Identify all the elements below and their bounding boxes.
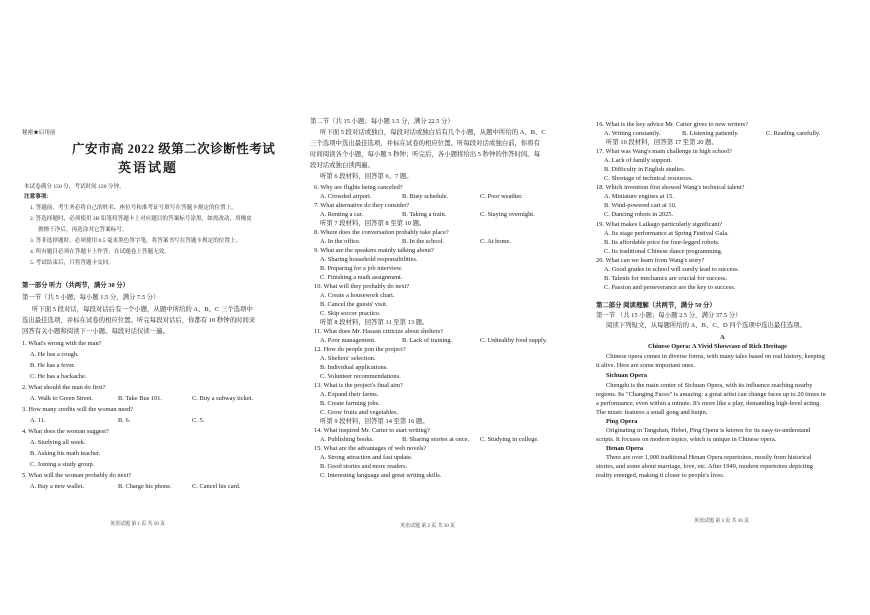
part2-section1-heading: 第一节 （共 15 小题；每小题 2.5 分，满分 37.5 分） [596,312,742,319]
question-18: 18. Which invention first showed Wang's technical talent? [596,184,745,191]
question-20: 20. What can we learn from Wang's story? [596,257,705,264]
option: C. 5. [192,417,205,424]
passage-text: it alive. Here are some important ones. [596,362,696,369]
option: A. Renting a car. [320,211,364,218]
option: A. He has a cough. [30,351,79,358]
option: B. Lack of training. [402,337,453,344]
part2-instructions: 阅读下列短文，从每题所给的 A、B、C、D 四个选项中选出最佳选项。 [606,322,806,329]
section2-instructions: 时间阅读各个小题，每小题 5 秒钟；听完后，各小题将给出 5 秒钟的作答时间。每 [310,151,541,158]
option: C. He has a backache. [30,373,87,380]
passage-text: regions. Its "Changing Faces" is amazing: a great artist can change faces up to 20 times in [596,391,826,398]
passage-text: Chinese opera comes in diverse forms, with many tales based on real history, keeping [606,353,825,360]
option: A. Writing constantly. [604,130,661,137]
option: C. Dancing robots in 2025. [604,211,674,218]
option: B. Charge his phone. [118,483,172,490]
question-10: 10. What will they probably do next? [314,283,410,290]
section2-instructions: 三个选项中选出最佳选项，并标在试卷的相应位置。听每段对话或独白前，你将有 [310,140,541,147]
option: A. Expand their farms. [320,391,379,398]
option: B. Individual applications. [320,364,388,371]
option: A. Strong attraction and fast update. [320,454,413,461]
page-footer: 英语试题 第 3 页 共 10 页 [694,519,750,524]
option: C. Shortage of technical resources. [604,175,694,182]
option: A. Walk to Green Street. [30,395,93,402]
option: B. Busy schedule. [402,193,449,200]
option: A. Sharing household responsibilities. [320,256,418,263]
option: C. Skip soccer practice. [320,310,381,317]
note-item: 1. 答题前，考生务必将自己的姓名、座位号和准考证号填写在答题卡规定的位置上。 [30,205,237,211]
section1-instructions: 选出最佳选项，并标在试卷的相应位置。听完每段对话后，你都有 10 秒钟的时间来 [22,317,256,324]
exam-subject-title: 英语试题 [118,160,179,175]
page-footer: 英语试题 第 2 页 共 10 页 [400,524,456,529]
material-label: 听第 10 段材料，回答第 17 至第 20 题。 [606,139,718,146]
passage-text: reality emerged, making it closer to people's lives. [596,472,725,479]
question-7: 7. What alternative do they consider? [314,202,410,209]
note-item: 3. 答非选择题时，必须使用 0.5 毫米黑色签字笔，将答案书写在答题卡规定的位置上。 [30,238,242,244]
option: C. Interesting language and great writing skills. [320,472,442,479]
option: B. Preparing for a job interview. [320,265,403,272]
subheading: Sichuan Opera [606,372,648,379]
passage-text: The music features a small gong and huqin. [596,409,708,416]
option: A. Shelters' selection. [320,355,376,362]
subheading: Ping Opera [606,418,638,425]
question-13: 13. What is the project's final aim? [314,382,403,389]
secret-label: 秘密★启用前 [22,130,56,136]
option: B. Talents for mechanics are crucial for success. [604,275,728,282]
option: B. Its affordable price for four-legged robots. [604,239,720,246]
passage-text: scripts. It focuses on modern topics, which is unique in Chinese opera. [596,436,777,443]
option: A. Studying all week. [30,439,86,446]
option: A. Good grades in school will surely lead to success. [604,266,740,273]
option: C. Staying overnight. [480,211,535,218]
question-9: 9. What are the speakers mainly talking about? [314,247,434,254]
option: A. 11. [30,417,46,424]
option: B. Difficulty in English studies. [604,166,686,173]
option: B. Good stories and more readers. [320,463,408,470]
passage-text: a performance, even within a minute. It's more like a play, demanding high-level acting. [596,400,821,407]
option: B. In the school. [402,238,445,245]
section2-instructions: 听下面 5 段对话或独白，每段对话或独白后有几个小题，从题中所给的 A、B、C [320,129,546,136]
option: C. Buy a subway ticket. [192,395,254,402]
note-item: 4. 所有题目必须在答题卡上作答，在试题卷上答题无效。 [30,249,170,255]
question-1: 1. What's wrong with the man? [22,340,102,347]
middle-page [300,0,590,615]
material-label: 听第 8 段材料，回答第 11 至第 13 题。 [320,319,429,326]
option: C. Studying in college. [480,436,539,443]
material-label: 听第 7 段材料，回答第 8 至第 10 题。 [320,220,426,227]
option: C. Unhealthy food supply. [480,337,548,344]
option: A. Buy a new wallet. [30,483,84,490]
option: B. He has a fever. [30,362,76,369]
note-item: 擦擦干净后，再选涂其它答案标号。 [38,227,128,233]
option: A. In the office. [320,238,361,245]
note-item: 5. 考试结束后，只将答题卡交回。 [30,260,114,266]
option: B. Sharing stories at once. [402,436,470,443]
option: B. Take Bus 101. [118,395,162,402]
right-page [590,0,870,615]
option: A. Poor management. [320,337,376,344]
option: B. Listening patiently. [682,130,739,137]
option: A. Publishing books. [320,436,374,443]
passage-text: Chengdu is the main center of Sichuan Opera, with its influence reaching nearby [606,382,813,389]
question-11: 11. What does Mr. Hassan criticize about shelters? [314,328,444,335]
subheading: Henan Opera [606,445,644,452]
option: C. At home. [480,238,511,245]
passage-text: Originating in Tangshan, Hebei, Ping Opera is known for its easy-to-understand [606,427,811,434]
section1-instructions: 回答有关小题和阅读下一小题。每段对话仅读一遍。 [22,328,169,335]
option: A. Crowded airport. [320,193,372,200]
question-3: 3. How many credits will the woman need? [22,406,134,413]
passage-text: stories, and some about marriage, love, etc. After 1949, modern repertoires depicting [596,463,813,470]
question-2: 2. What should the man do first? [22,384,106,391]
option: A. Create a housework chart. [320,292,395,299]
note-item: 2. 答选择题时，必须使用 2B 铅笔将答题卡上对应题目的答案标号涂黑，如需改动，用橡皮 [30,216,252,222]
material-label: 听第 9 段材料，回答第 14 至第 16 题。 [320,418,429,425]
section2-instructions: 段对话或独白读两遍。 [310,162,374,169]
exam-title: 广安市高 2022 级第二次诊断性考试 [72,142,276,156]
question-14: 14. What inspired Mr. Carter to start writing? [314,427,430,434]
option: C. Finishing a math assignment. [320,274,403,281]
passage-text: There are over 1,000 traditional Henan Opera repertoires, mostly from historical [606,454,812,461]
section1-heading: 第一节（共 5 小题；每小题 1.5 分，满分 7.5 分） [22,294,160,301]
question-5: 5. What will the woman probably do next? [22,472,132,479]
part2-heading: 第二部分 阅读理解（共两节，满分 50 分） [596,302,716,309]
option: C. Poor weather. [480,193,523,200]
option: C. Reading carefully. [766,130,821,137]
question-16: 16. What is the key advice Mr. Carter gives to new writers? [596,121,748,128]
option: A. Lack of family support. [604,157,673,164]
option: B. Wind-powered cart at 10. [604,202,677,209]
option: C. Its traditional Chinese dance programming. [604,248,723,255]
question-17: 17. What was Wang's main challenge in high school? [596,148,732,155]
question-4: 4. What does the woman suggest? [22,428,109,435]
question-8: 8. Where does the conversation probably take place? [314,229,449,236]
option: C. Passion and perseverance are the key to success. [604,284,736,291]
exam-info: 本试卷满分 150 分，考试时间 120 分钟。 [24,184,125,190]
notes-heading: 注意事项： [24,194,52,200]
question-15: 15. What are the advantages of web novels? [314,445,427,452]
question-12: 12. How do people join the project? [314,346,406,353]
option: B. Create farming jobs. [320,400,380,407]
option: B. Taking a train. [402,211,447,218]
question-19: 19. What makes Laikago particularly significant? [596,221,723,228]
left-page [0,0,300,615]
option: C. Cancel his card. [192,483,241,490]
option: B. Cancel the guests' visit. [320,301,388,308]
passage-title: Chinese Opera: A Vivid Showcase of Rich Heritage [648,343,787,350]
material-label: 听第 6 段材料，回答第 6、7 题。 [320,173,413,180]
option: A. Its stage performance at Spring Festival Gala. [604,230,729,237]
option: C. Volunteer recommendations. [320,373,401,380]
option: B. 6. [118,417,131,424]
section1-instructions: 听下面 5 段对话，每段对话后有一个小题，从题中所给的 A、B、C 三个选项中 [32,306,253,313]
page-footer: 英语试题 第 1 页 共 10 页 [110,522,166,527]
option: B. Asking his math teacher. [30,450,101,457]
option: C. Grow fruits and vegetables. [320,409,399,416]
section2-heading: 第二节（共 15 小题；每小题 1.5 分，满分 22.5 分） [310,118,454,125]
option: A. Miniature engines at 15. [604,193,674,200]
part1-heading: 第一部分 听力（共两节，满分 30 分） [22,282,130,289]
passage-letter: A [720,334,725,341]
question-6: 6. Why are flights being canceled? [314,184,403,191]
option: C. Joining a study group. [30,461,95,468]
